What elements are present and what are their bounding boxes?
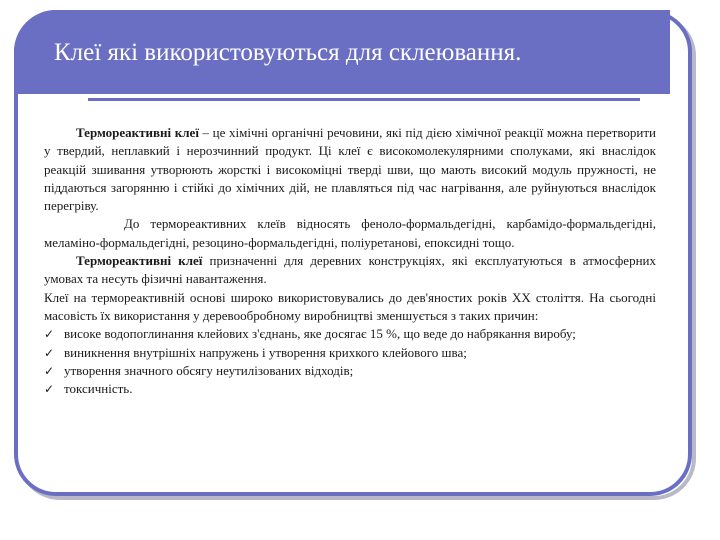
list-item: ✓ утворення значного обсягу неутилізованих відходів;: [44, 362, 656, 380]
checkmark-icon: ✓: [44, 327, 55, 342]
title-underline: [88, 98, 640, 101]
list-item: ✓ високе водопоглинання клейових з'єднань, яке досягає 15 %, що веде до набрякання виробу;: [44, 325, 656, 343]
checkmark-icon: ✓: [44, 382, 55, 397]
slide-title: Клеї які використовуються для склеювання.: [54, 39, 522, 66]
reasons-list: [44, 325, 656, 398]
list-item: ✓ токсичність.: [44, 380, 656, 398]
list-item: ✓ виникнення внутрішніх напружень і утворення крихкого клейового шва;: [44, 344, 656, 362]
title-bar: [14, 10, 670, 94]
paragraph-types: До термореактивних клеїв відносять феноло-формальдегідні, карбамідо-формальдегідні, меламіно-формальдегідні, резоцино-формальдегідні, поліуретанові, епоксидні тощо.: [44, 216, 656, 250]
checkmark-icon: ✓: [44, 363, 55, 378]
purpose-text: призначенні для деревних конструкціях, які експлуатуються в атмосферних умовах та несуть фізичні навантаження.: [44, 253, 656, 287]
paragraph-definition: [44, 124, 656, 215]
paragraph-purpose: [44, 252, 656, 289]
slide-body: [44, 124, 656, 398]
paragraph-history: Клеї на термореактивній основі широко використовувались до дев'яностих років XX століття. На сьогодні масовість їх використання у деревообробному виробництві зменшується з таких причин:: [44, 289, 656, 323]
term-bold: Термореактивні клеї: [76, 125, 199, 140]
checkmark-icon: ✓: [44, 345, 55, 360]
definition-text: – це хімічні органічні речовини, які під дією хімічної реакції можна перетворити у твердий, неплавкий і нерозчинний продукт. Ці клеї є високомолекулярними сполуками, які внаслідок реакцій зшивання утворюють жорсткі і високоміцні тверді шви, що мають високий модуль пружності, не піддаються загорянню і стійкі до хімічних дій, не плавляться під час нагрівання, але руйнуються внаслідок перегріву.: [44, 125, 656, 214]
term-bold-2: Термореактивні клеї: [76, 253, 203, 269]
